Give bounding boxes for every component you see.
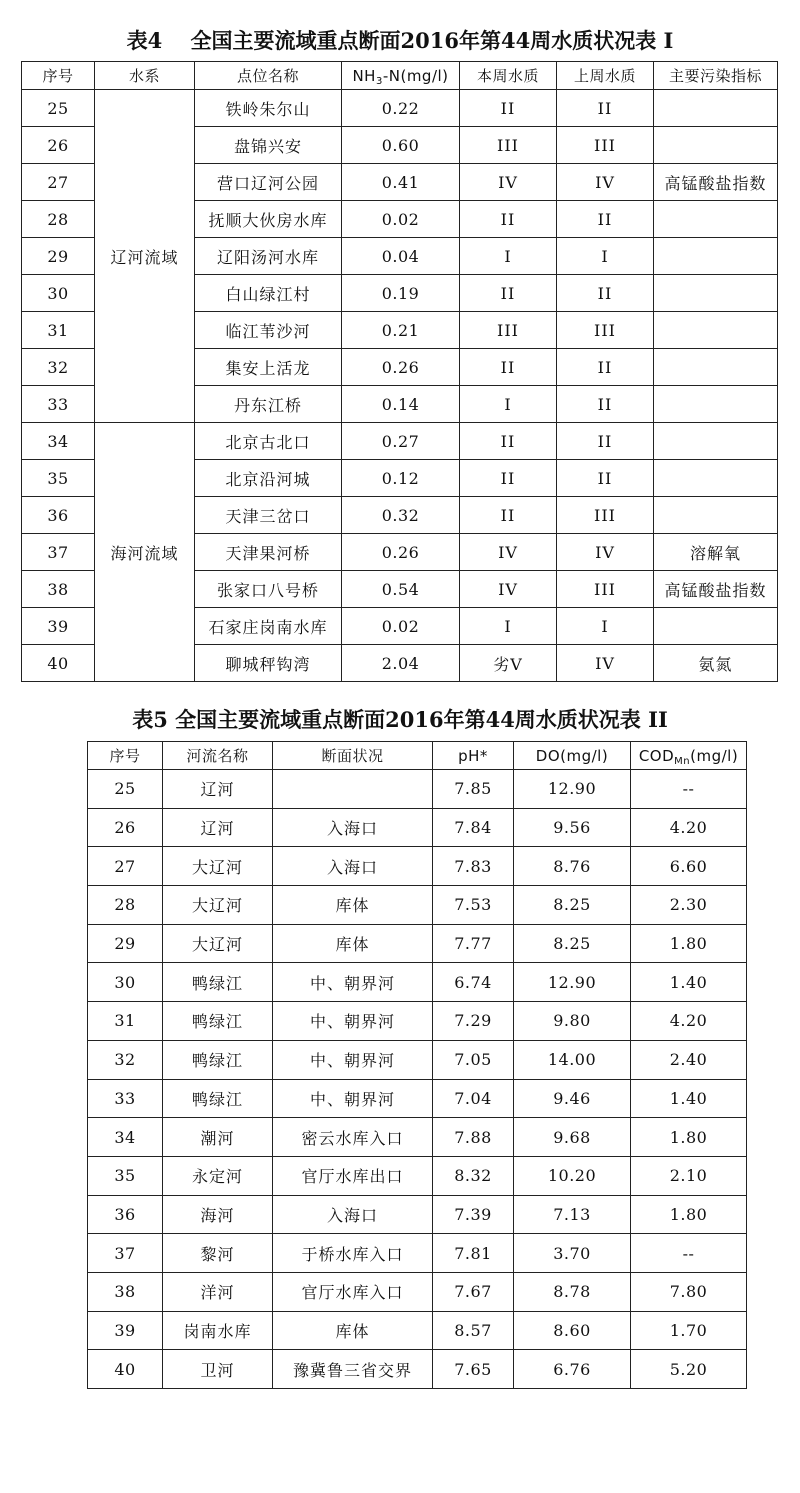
cell-this-week: II: [460, 201, 557, 238]
cell-this-week: III: [460, 312, 557, 349]
cell-last-week: IV: [557, 534, 654, 571]
cell-cod: 1.40: [631, 1079, 747, 1118]
header-basin: 水系: [95, 62, 195, 90]
cell-seq: 28: [22, 201, 95, 238]
cell-this-week: IV: [460, 164, 557, 201]
cell-last-week: II: [557, 90, 654, 127]
cell-pollutant: 氨氮: [654, 645, 778, 682]
cell-nh3: 0.27: [342, 423, 460, 460]
cell-this-week: IV: [460, 571, 557, 608]
header-nh3: [342, 62, 460, 90]
table-row: [22, 423, 778, 460]
header-do: DO(mg/l): [514, 742, 631, 770]
cell-seq: 25: [22, 90, 95, 127]
cell-cod: 1.70: [631, 1311, 747, 1350]
table-row: [88, 1156, 747, 1195]
cell-seq: 30: [88, 963, 163, 1002]
cell-this-week: 劣V: [460, 645, 557, 682]
cell-ph: 7.04: [433, 1079, 514, 1118]
cell-pollutant: [654, 127, 778, 164]
cell-last-week: IV: [557, 645, 654, 682]
cell-seq: 32: [88, 1040, 163, 1079]
cell-site: 营口辽河公园: [195, 164, 342, 201]
cell-pollutant: 高锰酸盐指数: [654, 164, 778, 201]
cell-section: 入海口: [273, 808, 433, 847]
cell-ph: 7.29: [433, 1002, 514, 1041]
cell-river: 永定河: [163, 1156, 273, 1195]
cell-cod: 1.80: [631, 1118, 747, 1157]
cell-site: 铁岭朱尔山: [195, 90, 342, 127]
cell-seq: 26: [22, 127, 95, 164]
cell-seq: 31: [22, 312, 95, 349]
cell-ph: 8.57: [433, 1311, 514, 1350]
header-site: 点位名称: [195, 62, 342, 90]
cell-last-week: IV: [557, 164, 654, 201]
cell-nh3: 0.32: [342, 497, 460, 534]
cell-last-week: II: [557, 460, 654, 497]
cell-river: 大辽河: [163, 886, 273, 925]
cell-do: 9.46: [514, 1079, 631, 1118]
cell-basin: 辽河流域: [95, 90, 195, 423]
cell-do: 9.80: [514, 1002, 631, 1041]
cell-cod: 2.40: [631, 1040, 747, 1079]
cell-seq: 36: [22, 497, 95, 534]
cell-do: 8.78: [514, 1272, 631, 1311]
cell-site: 北京古北口: [195, 423, 342, 460]
cell-cod: 2.30: [631, 886, 747, 925]
cell-this-week: I: [460, 386, 557, 423]
table4-title: 表4 全国主要流域重点断面2016年第44周水质状况表 I: [126, 28, 674, 53]
cell-section: 入海口: [273, 847, 433, 886]
cell-cod: 1.80: [631, 924, 747, 963]
cell-nh3: 0.60: [342, 127, 460, 164]
cell-nh3: 0.21: [342, 312, 460, 349]
table-row: [88, 1350, 747, 1389]
cell-last-week: II: [557, 386, 654, 423]
cell-section: 入海口: [273, 1195, 433, 1234]
cell-seq: 34: [88, 1118, 163, 1157]
cell-nh3: 0.54: [342, 571, 460, 608]
table-row: [88, 1311, 747, 1350]
header-nh3-subscript: 3: [375, 75, 383, 87]
cell-do: 8.25: [514, 924, 631, 963]
cell-nh3: 0.02: [342, 201, 460, 238]
cell-ph: 7.77: [433, 924, 514, 963]
cell-seq: 34: [22, 423, 95, 460]
cell-seq: 30: [22, 275, 95, 312]
cell-section: [273, 770, 433, 809]
cell-do: 8.60: [514, 1311, 631, 1350]
cell-this-week: III: [460, 127, 557, 164]
cell-ph: 6.74: [433, 963, 514, 1002]
cell-seq: 40: [22, 645, 95, 682]
water-quality-table-1: [21, 61, 778, 682]
cell-ph: 7.83: [433, 847, 514, 886]
cell-this-week: II: [460, 90, 557, 127]
cell-ph: 7.81: [433, 1234, 514, 1273]
cell-river: 大辽河: [163, 847, 273, 886]
cell-last-week: III: [557, 312, 654, 349]
cell-seq: 31: [88, 1002, 163, 1041]
cell-nh3: 0.41: [342, 164, 460, 201]
cell-seq: 37: [22, 534, 95, 571]
table-header-row: [22, 62, 778, 90]
cell-do: 12.90: [514, 770, 631, 809]
cell-site: 北京沿河城: [195, 460, 342, 497]
header-seq: 序号: [88, 742, 163, 770]
cell-river: 岗南水库: [163, 1311, 273, 1350]
cell-river: 辽河: [163, 808, 273, 847]
cell-ph: 7.39: [433, 1195, 514, 1234]
cell-river: 鸭绿江: [163, 1040, 273, 1079]
table-row: [88, 1118, 747, 1157]
cell-seq: 29: [88, 924, 163, 963]
cell-section: 中、朝界河: [273, 1079, 433, 1118]
cell-seq: 36: [88, 1195, 163, 1234]
cell-nh3: 0.12: [342, 460, 460, 497]
cell-ph: 7.84: [433, 808, 514, 847]
table-row: [88, 1002, 747, 1041]
cell-nh3: 0.04: [342, 238, 460, 275]
cell-seq: 25: [88, 770, 163, 809]
cell-cod: 7.80: [631, 1272, 747, 1311]
table-row: [88, 1272, 747, 1311]
cell-seq: 40: [88, 1350, 163, 1389]
cell-cod: 2.10: [631, 1156, 747, 1195]
cell-ph: 7.88: [433, 1118, 514, 1157]
cell-seq: 35: [88, 1156, 163, 1195]
cell-ph: 7.05: [433, 1040, 514, 1079]
cell-seq: 39: [22, 608, 95, 645]
cell-seq: 39: [88, 1311, 163, 1350]
table-row: [88, 847, 747, 886]
cell-site: 石家庄岗南水库: [195, 608, 342, 645]
cell-site: 辽阳汤河水库: [195, 238, 342, 275]
cell-site: 丹东江桥: [195, 386, 342, 423]
table-row: [88, 1040, 747, 1079]
cell-basin: 海河流域: [95, 423, 195, 682]
cell-section: 库体: [273, 886, 433, 925]
cell-site: 抚顺大伙房水库: [195, 201, 342, 238]
cell-do: 3.70: [514, 1234, 631, 1273]
cell-seq: 38: [22, 571, 95, 608]
cell-last-week: II: [557, 275, 654, 312]
cell-this-week: II: [460, 460, 557, 497]
cell-nh3: 0.14: [342, 386, 460, 423]
cell-ph: 7.67: [433, 1272, 514, 1311]
cell-pollutant: 溶解氧: [654, 534, 778, 571]
cell-do: 10.20: [514, 1156, 631, 1195]
cell-section: 密云水库入口: [273, 1118, 433, 1157]
cell-nh3: 0.02: [342, 608, 460, 645]
header-cod-text: COD: [638, 746, 675, 765]
cell-river: 鸭绿江: [163, 1079, 273, 1118]
cell-site: 盘锦兴安: [195, 127, 342, 164]
cell-this-week: I: [460, 238, 557, 275]
cell-pollutant: [654, 423, 778, 460]
cell-do: 8.25: [514, 886, 631, 925]
cell-last-week: III: [557, 497, 654, 534]
cell-ph: 8.32: [433, 1156, 514, 1195]
cell-pollutant: [654, 201, 778, 238]
cell-river: 海河: [163, 1195, 273, 1234]
cell-pollutant: [654, 238, 778, 275]
cell-seq: 28: [88, 886, 163, 925]
cell-seq: 38: [88, 1272, 163, 1311]
table-row: [22, 90, 778, 127]
cell-last-week: II: [557, 423, 654, 460]
cell-seq: 37: [88, 1234, 163, 1273]
cell-site: 聊城秤钩湾: [195, 645, 342, 682]
header-cod-subscript: Mn: [674, 755, 691, 767]
cell-cod: --: [631, 770, 747, 809]
cell-pollutant: [654, 497, 778, 534]
cell-pollutant: [654, 460, 778, 497]
header-last-week: 上周水质: [557, 62, 654, 90]
cell-nh3: 0.26: [342, 534, 460, 571]
cell-nh3: 0.26: [342, 349, 460, 386]
cell-last-week: I: [557, 608, 654, 645]
cell-seq: 29: [22, 238, 95, 275]
cell-river: 大辽河: [163, 924, 273, 963]
cell-last-week: II: [557, 201, 654, 238]
table-row: [88, 770, 747, 809]
cell-this-week: I: [460, 608, 557, 645]
cell-this-week: II: [460, 423, 557, 460]
cell-last-week: I: [557, 238, 654, 275]
cell-site: 天津果河桥: [195, 534, 342, 571]
cell-do: 8.76: [514, 847, 631, 886]
header-nh3-text: NH: [352, 66, 376, 85]
cell-cod: 4.20: [631, 1002, 747, 1041]
table-row: [88, 886, 747, 925]
table-header-row: [88, 742, 747, 770]
cell-this-week: II: [460, 497, 557, 534]
cell-cod: 1.40: [631, 963, 747, 1002]
table5-title: 表5 全国主要流域重点断面2016年第44周水质状况表 II: [132, 707, 668, 732]
cell-last-week: II: [557, 349, 654, 386]
cell-ph: 7.85: [433, 770, 514, 809]
cell-section: 官厅水库出口: [273, 1156, 433, 1195]
header-this-week: 本周水质: [460, 62, 557, 90]
cell-site: 张家口八号桥: [195, 571, 342, 608]
header-nh3-unit: -N(mg/l): [382, 66, 449, 85]
cell-pollutant: [654, 90, 778, 127]
cell-section: 豫冀鲁三省交界: [273, 1350, 433, 1389]
cell-river: 鸭绿江: [163, 963, 273, 1002]
cell-section: 官厅水库入口: [273, 1272, 433, 1311]
cell-do: 14.00: [514, 1040, 631, 1079]
header-cod: [631, 742, 747, 770]
cell-this-week: II: [460, 275, 557, 312]
cell-cod: --: [631, 1234, 747, 1273]
table-row: [88, 808, 747, 847]
cell-last-week: III: [557, 127, 654, 164]
header-pollutant: 主要污染指标: [654, 62, 778, 90]
cell-section: 库体: [273, 1311, 433, 1350]
table5-body: [88, 770, 747, 1389]
cell-section: 于桥水库入口: [273, 1234, 433, 1273]
cell-pollutant: [654, 275, 778, 312]
cell-seq: 33: [88, 1079, 163, 1118]
cell-ph: 7.53: [433, 886, 514, 925]
cell-this-week: IV: [460, 534, 557, 571]
water-quality-table-2: [87, 741, 747, 1389]
table-row: [88, 1079, 747, 1118]
cell-this-week: II: [460, 349, 557, 386]
cell-site: 天津三岔口: [195, 497, 342, 534]
cell-do: 9.68: [514, 1118, 631, 1157]
table4-body: [22, 90, 778, 682]
cell-do: 7.13: [514, 1195, 631, 1234]
header-seq: 序号: [22, 62, 95, 90]
cell-cod: 6.60: [631, 847, 747, 886]
cell-section: 中、朝界河: [273, 963, 433, 1002]
cell-river: 卫河: [163, 1350, 273, 1389]
cell-seq: 26: [88, 808, 163, 847]
cell-site: 白山绿江村: [195, 275, 342, 312]
cell-seq: 33: [22, 386, 95, 423]
table-row: [88, 963, 747, 1002]
cell-cod: 4.20: [631, 808, 747, 847]
cell-river: 黎河: [163, 1234, 273, 1273]
cell-do: 6.76: [514, 1350, 631, 1389]
cell-nh3: 0.19: [342, 275, 460, 312]
header-ph: pH*: [433, 742, 514, 770]
cell-section: 中、朝界河: [273, 1002, 433, 1041]
cell-river: 洋河: [163, 1272, 273, 1311]
cell-seq: 27: [22, 164, 95, 201]
cell-cod: 1.80: [631, 1195, 747, 1234]
table-row: [88, 1195, 747, 1234]
cell-pollutant: [654, 608, 778, 645]
cell-do: 12.90: [514, 963, 631, 1002]
cell-seq: 32: [22, 349, 95, 386]
cell-nh3: 0.22: [342, 90, 460, 127]
cell-river: 辽河: [163, 770, 273, 809]
cell-seq: 35: [22, 460, 95, 497]
cell-pollutant: [654, 312, 778, 349]
header-section: 断面状况: [273, 742, 433, 770]
cell-cod: 5.20: [631, 1350, 747, 1389]
cell-site: 临江苇沙河: [195, 312, 342, 349]
cell-river: 鸭绿江: [163, 1002, 273, 1041]
cell-section: 中、朝界河: [273, 1040, 433, 1079]
table-row: [88, 924, 747, 963]
header-river: 河流名称: [163, 742, 273, 770]
cell-pollutant: [654, 349, 778, 386]
cell-last-week: III: [557, 571, 654, 608]
cell-seq: 27: [88, 847, 163, 886]
cell-ph: 7.65: [433, 1350, 514, 1389]
cell-nh3: 2.04: [342, 645, 460, 682]
cell-section: 库体: [273, 924, 433, 963]
header-cod-unit: (mg/l): [690, 746, 739, 765]
cell-do: 9.56: [514, 808, 631, 847]
cell-site: 集安上活龙: [195, 349, 342, 386]
cell-pollutant: 高锰酸盐指数: [654, 571, 778, 608]
cell-pollutant: [654, 386, 778, 423]
cell-river: 潮河: [163, 1118, 273, 1157]
table-row: [88, 1234, 747, 1273]
